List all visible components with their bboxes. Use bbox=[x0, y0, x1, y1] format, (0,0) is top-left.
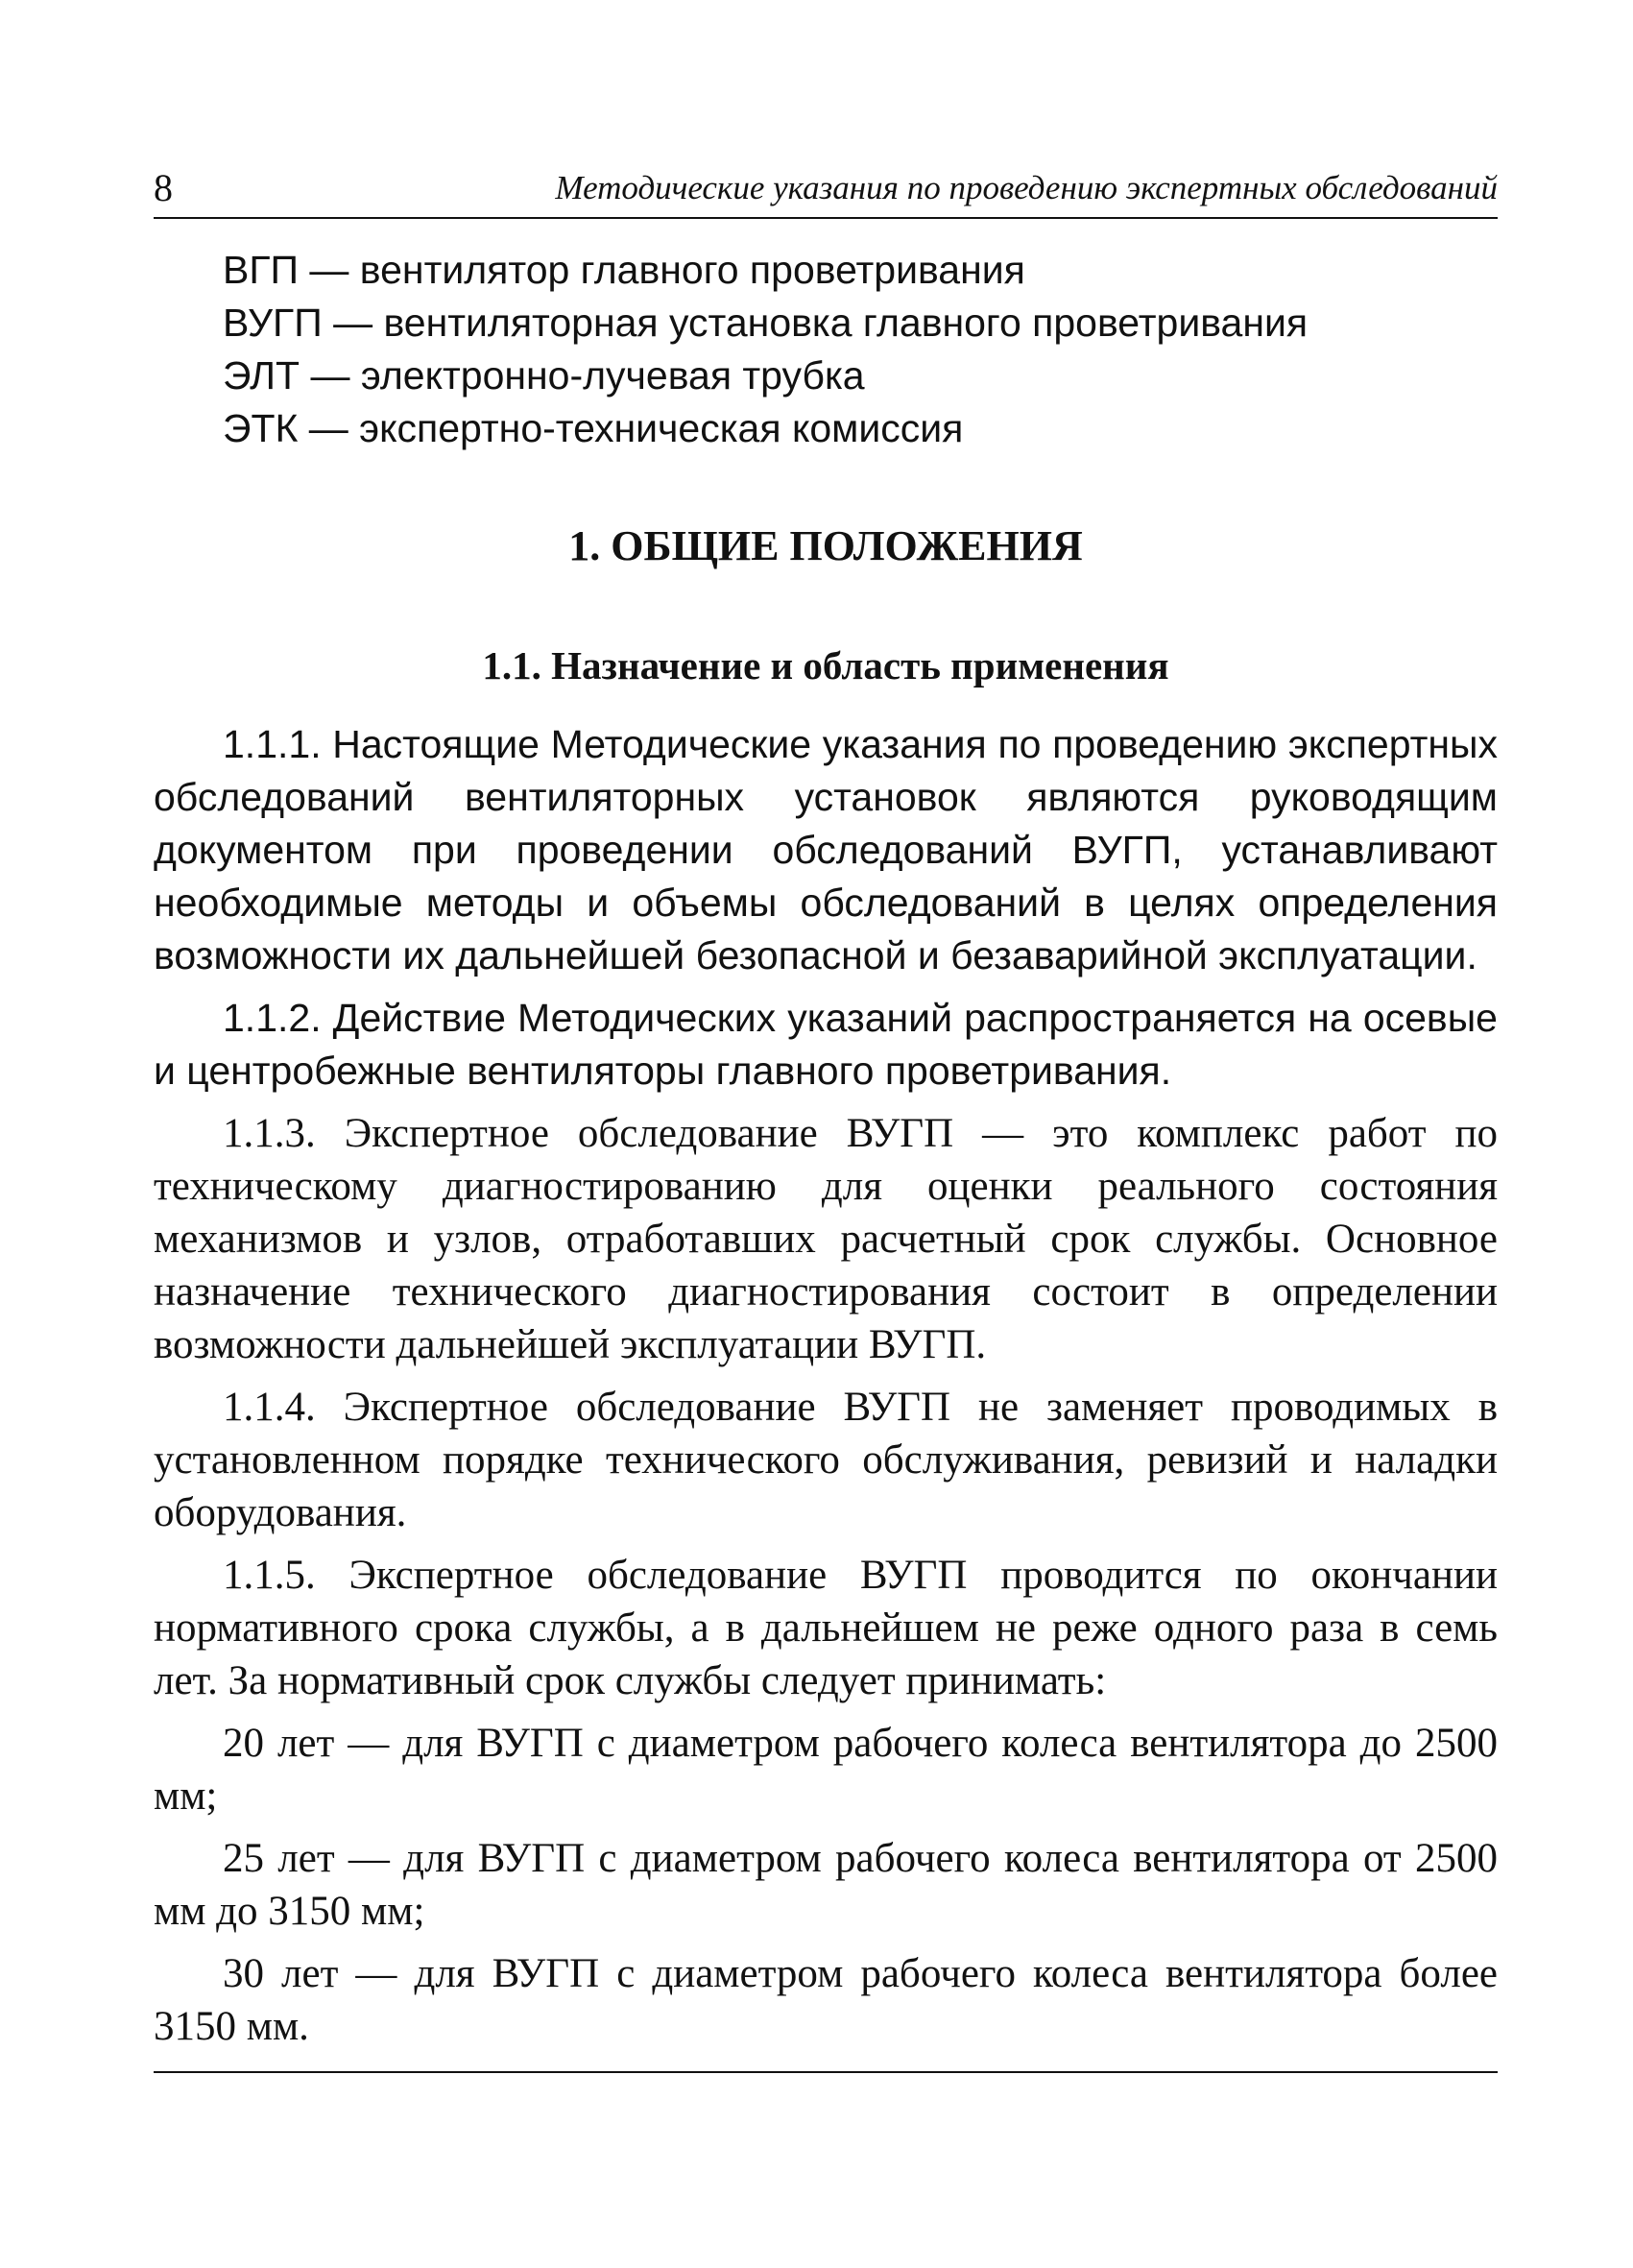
paragraph-1-1-5: 1.1.5. Экспертное обследование ВУГП проводится по окончании нормативного срока службы, а в дальнейшем не реже одного раза в семь лет. За нормативный срок службы следует принимать: bbox=[154, 1553, 1498, 1703]
paragraph-1-1-4: 1.1.4. Экспертное обследование ВУГП не заменяет проводимых в установленном порядке технического обслуживания, ревизий и наладки оборудования. bbox=[154, 1385, 1498, 1535]
footer-divider bbox=[154, 2071, 1498, 2073]
paragraph-1-1-3: 1.1.3. Экспертное обследование ВУГП — это комплекс работ по техническому диагностированию для оценки реального состояния механизмов и узлов, отработавших расчетный срок службы. Основное назначение технического диагностирования состоит в определении возможности дальнейшей эксплуатации ВУГП. bbox=[154, 1111, 1498, 1367]
abbreviation-item: ЭТК — экспертно-техническая комиссия bbox=[223, 406, 964, 450]
abbreviation-list bbox=[223, 244, 1498, 455]
abbreviation-item: ЭЛТ — электронно-лучевая трубка bbox=[223, 353, 865, 398]
section-title: 1. ОБЩИЕ ПОЛОЖЕНИЯ bbox=[568, 522, 1083, 569]
abbreviation-item: ВГП — вентилятор главного проветривания bbox=[223, 248, 1025, 292]
document-page bbox=[154, 163, 1498, 2053]
page-header bbox=[154, 163, 1498, 219]
paragraph-1-1-1: 1.1.1. Настоящие Методические указания по проведению экспертных обследований вентиляторных установок являются руководящим документом при проведении обследований ВУГП, устанавливают необходимые методы и объемы обследований в целях определения возможности их дальнейшей безопасной и безаварийной эксплуатации. bbox=[154, 722, 1498, 977]
subsection-title: 1.1. Назначение и область применения bbox=[482, 643, 1169, 688]
paragraph-1-1-2: 1.1.2. Действие Методических указаний распространяется на осевые и центробежные вентиляторы главного проветривания. bbox=[154, 996, 1498, 1093]
service-life-item-25: 25 лет — для ВУГП с диаметром рабочего колеса вентилятора от 2500 мм до 3150 мм; bbox=[154, 1836, 1498, 1934]
page-number: 8 bbox=[154, 166, 173, 209]
running-title: Методические указания по проведению экспертных обследований bbox=[555, 169, 1498, 206]
body-text bbox=[154, 718, 1498, 2053]
abbreviation-item: ВУГП — вентиляторная установка главного проветривания bbox=[223, 301, 1309, 345]
service-life-item-30: 30 лет — для ВУГП с диаметром рабочего колеса вентилятора более 3150 мм. bbox=[154, 1951, 1498, 2049]
service-life-item-20: 20 лет — для ВУГП с диаметром рабочего колеса вентилятора до 2500 мм; bbox=[154, 1721, 1498, 1819]
header-divider bbox=[154, 217, 1498, 219]
